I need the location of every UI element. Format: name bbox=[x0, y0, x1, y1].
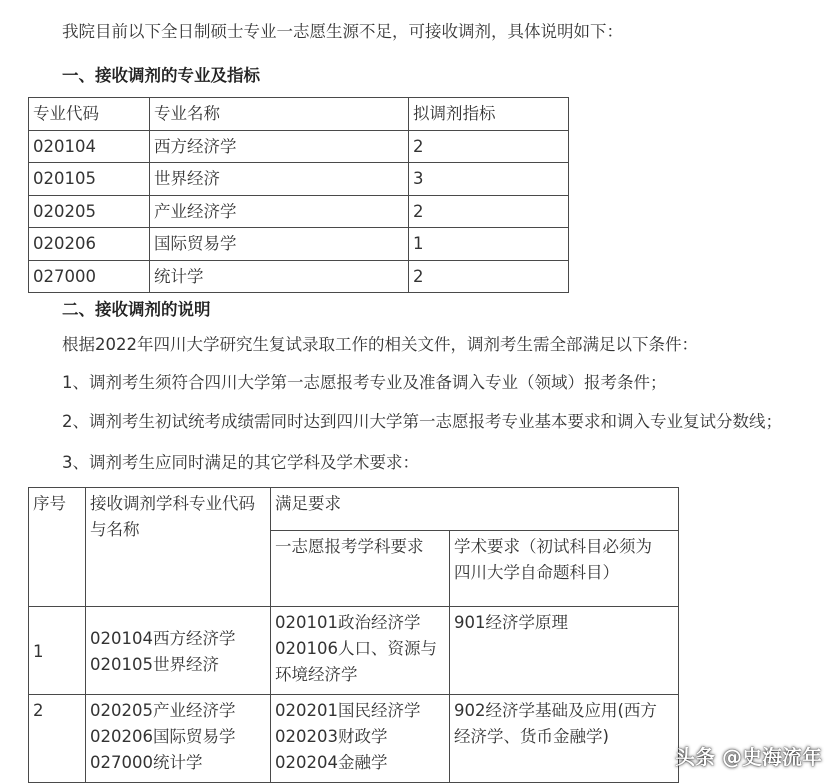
table-header-row bbox=[29, 98, 569, 131]
col-header-first-choice-text: 一志愿报考学科要求 bbox=[275, 537, 424, 556]
cell-academic bbox=[450, 695, 679, 783]
section-2-title: 二、接收调剂的说明 bbox=[62, 300, 211, 319]
watermark: 头条 @史海流年 bbox=[675, 745, 822, 769]
requirements-table bbox=[28, 487, 679, 783]
first-choice-line: 020106人口、资源与 bbox=[275, 639, 437, 658]
col-header-academic-line1: 学术要求（初试科目必须为 bbox=[454, 537, 652, 556]
cell-academic bbox=[450, 607, 679, 695]
first-choice-line: 020101政治经济学 bbox=[275, 613, 421, 632]
cell-name: 世界经济 bbox=[150, 163, 409, 196]
col-header-no bbox=[29, 488, 86, 607]
cell-name: 统计学 bbox=[150, 260, 409, 293]
quota-table bbox=[28, 97, 569, 293]
col-header-requirements bbox=[271, 488, 679, 531]
col-header-quota: 拟调剂指标 bbox=[409, 98, 569, 131]
table-header-row bbox=[29, 488, 679, 531]
condition-2: 2、调剂考生初试统考成绩需同时达到四川大学第一志愿报考专业基本要求和调入专业复试分数线； bbox=[62, 412, 782, 431]
table-row bbox=[29, 607, 679, 695]
cell-code: 027000 bbox=[29, 260, 150, 293]
cell-code: 020105 bbox=[29, 163, 150, 196]
cell-no: 1 bbox=[29, 607, 86, 695]
cell-name: 产业经济学 bbox=[150, 195, 409, 228]
major-line: 020105世界经济 bbox=[90, 655, 219, 674]
cell-code: 020206 bbox=[29, 228, 150, 261]
condition-1: 1、调剂考生须符合四川大学第一志愿报考专业及准备调入专业（领域）报考条件； bbox=[62, 373, 667, 392]
cell-quota: 1 bbox=[409, 228, 569, 261]
academic-line: 902经济学基础及应用(西方 bbox=[454, 701, 657, 720]
major-line: 020205产业经济学 bbox=[90, 701, 236, 720]
table-row bbox=[29, 260, 569, 293]
academic-line: 901经济学原理 bbox=[454, 613, 568, 632]
first-choice-line: 020203财政学 bbox=[275, 727, 388, 746]
cell-code: 020104 bbox=[29, 130, 150, 163]
major-line: 027000统计学 bbox=[90, 753, 203, 772]
major-line: 020104西方经济学 bbox=[90, 629, 236, 648]
col-header-code: 专业代码 bbox=[29, 98, 150, 131]
cell-first-choice bbox=[271, 695, 450, 783]
cell-name: 西方经济学 bbox=[150, 130, 409, 163]
col-header-major bbox=[86, 488, 271, 607]
major-line: 020206国际贸易学 bbox=[90, 727, 236, 746]
cell-no: 2 bbox=[29, 695, 86, 783]
first-choice-line: 020204金融学 bbox=[275, 753, 388, 772]
table-row bbox=[29, 695, 679, 783]
cell-majors bbox=[86, 695, 271, 783]
cell-name: 国际贸易学 bbox=[150, 228, 409, 261]
first-choice-line: 环境经济学 bbox=[275, 665, 358, 684]
basis-paragraph: 根据2022年四川大学研究生复试录取工作的相关文件，调剂考生需全部满足以下条件： bbox=[62, 335, 698, 354]
condition-3: 3、调剂考生应同时满足的其它学科及学术要求： bbox=[62, 453, 419, 472]
cell-majors bbox=[86, 607, 271, 695]
col-header-academic bbox=[450, 531, 679, 607]
col-header-first-choice bbox=[271, 531, 450, 607]
table-row bbox=[29, 130, 569, 163]
col-header-name: 专业名称 bbox=[150, 98, 409, 131]
cell-first-choice bbox=[271, 607, 450, 695]
first-choice-line: 020201国民经济学 bbox=[275, 701, 421, 720]
col-header-no-text: 序号 bbox=[33, 494, 66, 513]
academic-line: 经济学、货币金融学) bbox=[454, 727, 609, 746]
table-row bbox=[29, 163, 569, 196]
intro-text: 我院目前以下全日制硕士专业一志愿生源不足，可接收调剂，具体说明如下： bbox=[62, 22, 623, 41]
col-header-major-line2: 与名称 bbox=[90, 520, 140, 539]
col-header-academic-line2: 四川大学自命题科目） bbox=[454, 563, 619, 582]
cell-quota: 2 bbox=[409, 195, 569, 228]
col-header-major-line1: 接收调剂学科专业代码 bbox=[90, 494, 255, 513]
section-1-title: 一、接收调剂的专业及指标 bbox=[62, 66, 260, 85]
table-row bbox=[29, 228, 569, 261]
cell-quota: 3 bbox=[409, 163, 569, 196]
cell-quota: 2 bbox=[409, 260, 569, 293]
cell-code: 020205 bbox=[29, 195, 150, 228]
col-header-requirements-text: 满足要求 bbox=[275, 494, 341, 513]
table-row bbox=[29, 195, 569, 228]
cell-quota: 2 bbox=[409, 130, 569, 163]
